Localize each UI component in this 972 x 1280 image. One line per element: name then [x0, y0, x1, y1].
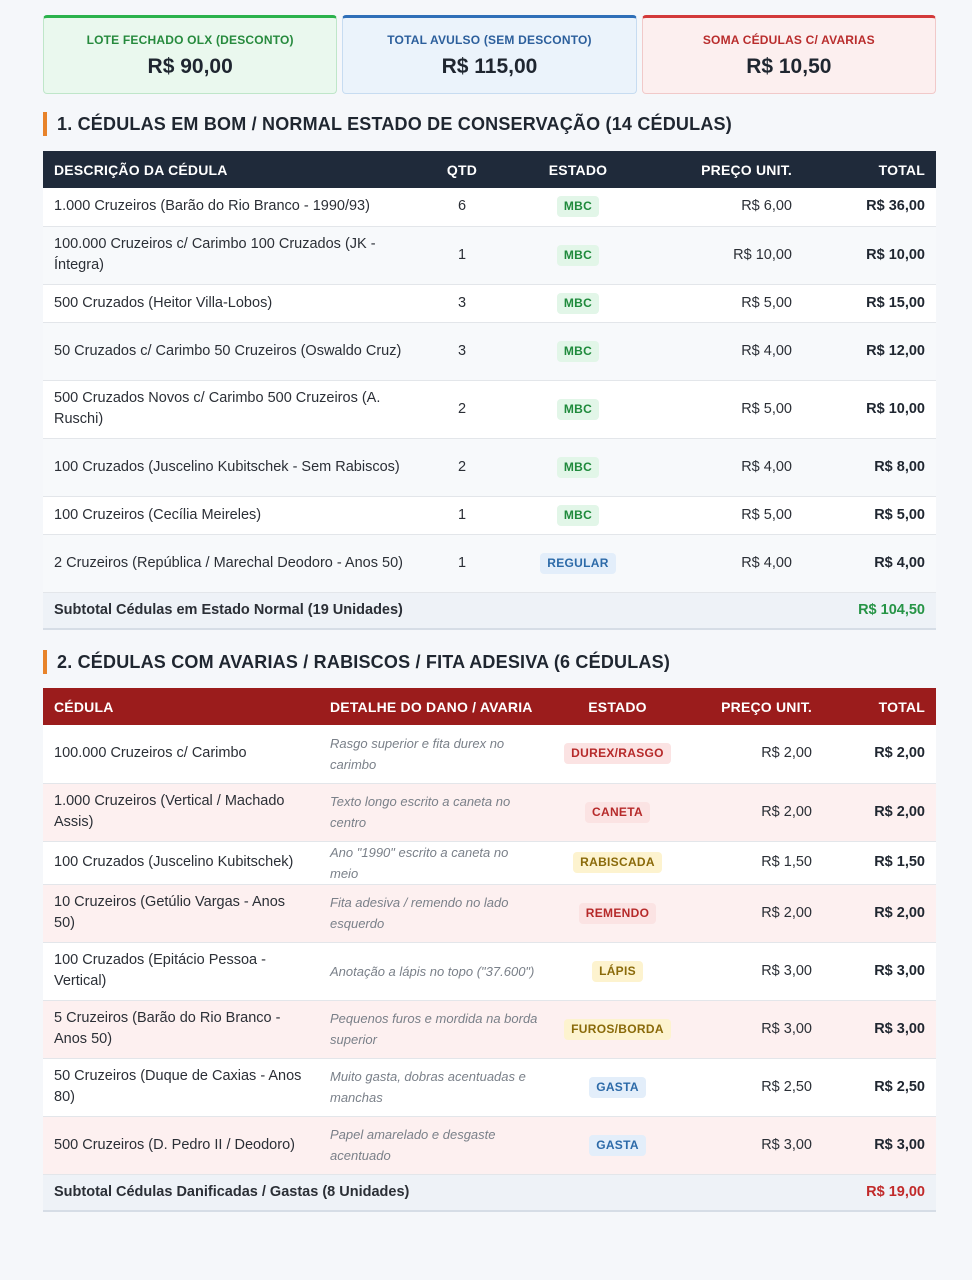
status-badge: MBC	[557, 457, 599, 478]
cell-preco: R$ 4,00	[653, 438, 803, 496]
card-lote-olx	[43, 15, 337, 94]
table-row	[43, 1058, 936, 1116]
cell-qtd: 2	[421, 438, 503, 496]
cell-descricao: 1.000 Cruzeiros (Barão do Rio Branco - 1990/93)	[43, 188, 421, 226]
section-title-text: 2. CÉDULAS COM AVARIAS / RABISCOS / FITA ADESIVA (6 CÉDULAS)	[57, 651, 671, 672]
cell-descricao: 100.000 Cruzeiros c/ Carimbo 100 Cruzados (JK - Íntegra)	[43, 226, 421, 284]
table-row	[43, 284, 936, 322]
cell-cedula: 100 Cruzados (Epitácio Pessoa - Vertical)	[43, 942, 319, 1000]
cell-cedula: 100 Cruzados (Juscelino Kubitschek)	[43, 841, 319, 884]
cell-preco: R$ 4,00	[653, 322, 803, 380]
subtotal-row	[43, 1174, 936, 1211]
section-title-text: 1. CÉDULAS EM BOM / NORMAL ESTADO DE CONSERVAÇÃO (14 CÉDULAS)	[57, 113, 732, 134]
col-header-estado: ESTADO	[548, 161, 608, 178]
table-row	[43, 438, 936, 496]
subtotal-label: Subtotal Cédulas em Estado Normal (19 Unidades)	[43, 592, 803, 629]
cell-estado	[551, 884, 684, 942]
table-row	[43, 226, 936, 284]
status-badge: MBC	[557, 341, 599, 362]
table-row	[43, 942, 936, 1000]
cell-detalhe-dano: Muito gasta, dobras acentuadas e manchas	[319, 1058, 551, 1116]
col-header-estado: ESTADO	[588, 698, 647, 715]
col-header-descricao: DESCRIÇÃO DA CÉDULA	[54, 161, 228, 178]
cell-cedula: 100.000 Cruzeiros c/ Carimbo	[43, 725, 319, 783]
cell-detalhe-dano: Papel amarelado e desgaste acentuado	[319, 1116, 551, 1174]
card-label: SOMA CÉDULAS C/ AVARIAS	[702, 32, 875, 47]
cell-detalhe-dano: Pequenos furos e mordida na borda superior	[319, 1000, 551, 1058]
status-badge: CANETA	[585, 802, 650, 823]
status-badge: MBC	[557, 293, 599, 314]
page-content	[43, 15, 936, 1200]
cell-preco: R$ 2,50	[684, 1058, 823, 1116]
cell-estado	[503, 284, 653, 322]
cell-total: R$ 2,00	[823, 884, 936, 942]
card-label: LOTE FECHADO OLX (DESCONTO)	[86, 32, 294, 47]
col-header-detalhe: DETALHE DO DANO / AVARIA	[330, 698, 533, 715]
cell-preco: R$ 6,00	[653, 188, 803, 226]
cell-descricao: 100 Cruzados (Juscelino Kubitschek - Sem Rabiscos)	[43, 438, 421, 496]
table-damaged-notes	[43, 688, 936, 1212]
table-row	[43, 1000, 936, 1058]
cell-total: R$ 12,00	[803, 322, 936, 380]
summary-cards	[43, 15, 936, 94]
col-header-preco: PREÇO UNIT.	[721, 698, 812, 715]
cell-preco: R$ 5,00	[653, 496, 803, 534]
status-badge: REMENDO	[579, 903, 656, 924]
table-header-row	[43, 151, 936, 188]
status-badge: MBC	[557, 399, 599, 420]
cell-estado	[551, 1000, 684, 1058]
cell-total: R$ 10,00	[803, 226, 936, 284]
cell-preco: R$ 3,00	[684, 1000, 823, 1058]
cell-estado	[503, 226, 653, 284]
cell-cedula: 5 Cruzeiros (Barão do Rio Branco - Anos 50)	[43, 1000, 319, 1058]
cell-preco: R$ 5,00	[653, 380, 803, 438]
cell-estado	[503, 322, 653, 380]
subtotal-value: R$ 19,00	[823, 1174, 936, 1211]
section-accent-bar	[43, 112, 47, 136]
cell-estado	[551, 783, 684, 841]
cell-preco: R$ 10,00	[653, 226, 803, 284]
cell-total: R$ 1,50	[823, 841, 936, 884]
table-row	[43, 783, 936, 841]
cell-qtd: 1	[421, 534, 503, 592]
table-row	[43, 380, 936, 438]
col-header-total: TOTAL	[878, 161, 925, 178]
table-row	[43, 188, 936, 226]
cell-preco: R$ 2,00	[684, 884, 823, 942]
cell-descricao: 100 Cruzeiros (Cecília Meireles)	[43, 496, 421, 534]
cell-descricao: 50 Cruzados c/ Carimbo 50 Cruzeiros (Oswaldo Cruz)	[43, 322, 421, 380]
status-badge: FUROS/BORDA	[564, 1019, 671, 1040]
cell-preco: R$ 5,00	[653, 284, 803, 322]
cell-detalhe-dano: Rasgo superior e fita durex no carimbo	[319, 725, 551, 783]
cell-estado	[551, 1058, 684, 1116]
cell-total: R$ 2,00	[823, 725, 936, 783]
cell-total: R$ 5,00	[803, 496, 936, 534]
card-label: TOTAL AVULSO (SEM DESCONTO)	[387, 32, 592, 47]
status-badge: GASTA	[589, 1077, 646, 1098]
section-title-damaged	[43, 650, 670, 674]
cell-descricao: 2 Cruzeiros (República / Marechal Deodoro - Anos 50)	[43, 534, 421, 592]
cell-cedula: 500 Cruzeiros (D. Pedro II / Deodoro)	[43, 1116, 319, 1174]
table-row	[43, 1116, 936, 1174]
status-badge: MBC	[557, 505, 599, 526]
cell-qtd: 1	[421, 496, 503, 534]
cell-estado	[503, 438, 653, 496]
cell-estado	[503, 496, 653, 534]
cell-estado	[503, 380, 653, 438]
table-header-row	[43, 688, 936, 725]
table-row	[43, 322, 936, 380]
cell-estado	[551, 841, 684, 884]
cell-total: R$ 36,00	[803, 188, 936, 226]
subtotal-row	[43, 592, 936, 629]
cell-preco: R$ 3,00	[684, 1116, 823, 1174]
section-accent-bar	[43, 650, 47, 674]
col-header-cedula: CÉDULA	[54, 698, 114, 715]
cell-qtd: 2	[421, 380, 503, 438]
table-row	[43, 496, 936, 534]
table-row	[43, 534, 936, 592]
cell-qtd: 3	[421, 284, 503, 322]
col-header-qtd: QTD	[446, 161, 478, 178]
cell-detalhe-dano: Anotação a lápis no topo ("37.600")	[319, 942, 551, 1000]
cell-total: R$ 2,00	[823, 783, 936, 841]
subtotal-label: Subtotal Cédulas Danificadas / Gastas (8 Unidades)	[43, 1174, 823, 1211]
cell-estado	[503, 188, 653, 226]
cell-preco: R$ 3,00	[684, 942, 823, 1000]
table-row	[43, 725, 936, 783]
status-badge: GASTA	[589, 1135, 646, 1156]
cell-total: R$ 8,00	[803, 438, 936, 496]
cell-qtd: 3	[421, 322, 503, 380]
cell-preco: R$ 1,50	[684, 841, 823, 884]
cell-descricao: 500 Cruzados (Heitor Villa-Lobos)	[43, 284, 421, 322]
cell-preco: R$ 2,00	[684, 725, 823, 783]
subtotal-value: R$ 104,50	[803, 592, 936, 629]
col-header-total: TOTAL	[878, 698, 925, 715]
cell-total: R$ 15,00	[803, 284, 936, 322]
cell-cedula: 50 Cruzeiros (Duque de Caxias - Anos 80)	[43, 1058, 319, 1116]
cell-preco: R$ 4,00	[653, 534, 803, 592]
cell-total: R$ 4,00	[803, 534, 936, 592]
cell-total: R$ 3,00	[823, 942, 936, 1000]
cell-qtd: 6	[421, 188, 503, 226]
cell-detalhe-dano: Fita adesiva / remendo no lado esquerdo	[319, 884, 551, 942]
cell-preco: R$ 2,00	[684, 783, 823, 841]
cell-qtd: 1	[421, 226, 503, 284]
cell-total: R$ 2,50	[823, 1058, 936, 1116]
section-title-normal	[43, 112, 732, 136]
table-row	[43, 884, 936, 942]
status-badge: MBC	[557, 196, 599, 217]
card-value: R$ 10,50	[746, 54, 832, 78]
status-badge: DUREX/RASGO	[564, 743, 671, 764]
cell-detalhe-dano: Ano "1990" escrito a caneta no meio	[319, 841, 551, 884]
cell-estado	[551, 1116, 684, 1174]
cell-estado	[551, 725, 684, 783]
cell-total: R$ 3,00	[823, 1000, 936, 1058]
cell-detalhe-dano: Texto longo escrito a caneta no centro	[319, 783, 551, 841]
status-badge: REGULAR	[540, 553, 615, 574]
cell-estado	[503, 534, 653, 592]
card-value: R$ 115,00	[441, 54, 538, 78]
status-badge: LÁPIS	[592, 961, 643, 982]
cell-estado	[551, 942, 684, 1000]
status-badge: RABISCADA	[573, 852, 662, 873]
cell-descricao: 500 Cruzados Novos c/ Carimbo 500 Cruzeiros (A. Ruschi)	[43, 380, 421, 438]
card-total-avulso	[342, 15, 636, 94]
cell-cedula: 1.000 Cruzeiros (Vertical / Machado Assis)	[43, 783, 319, 841]
cell-total: R$ 10,00	[803, 380, 936, 438]
card-value: R$ 90,00	[147, 54, 233, 78]
card-soma-avarias	[642, 15, 936, 94]
cell-total: R$ 3,00	[823, 1116, 936, 1174]
table-normal-notes	[43, 151, 936, 630]
cell-cedula: 10 Cruzeiros (Getúlio Vargas - Anos 50)	[43, 884, 319, 942]
table-row	[43, 841, 936, 884]
col-header-preco: PREÇO UNIT.	[701, 161, 792, 178]
status-badge: MBC	[557, 245, 599, 266]
